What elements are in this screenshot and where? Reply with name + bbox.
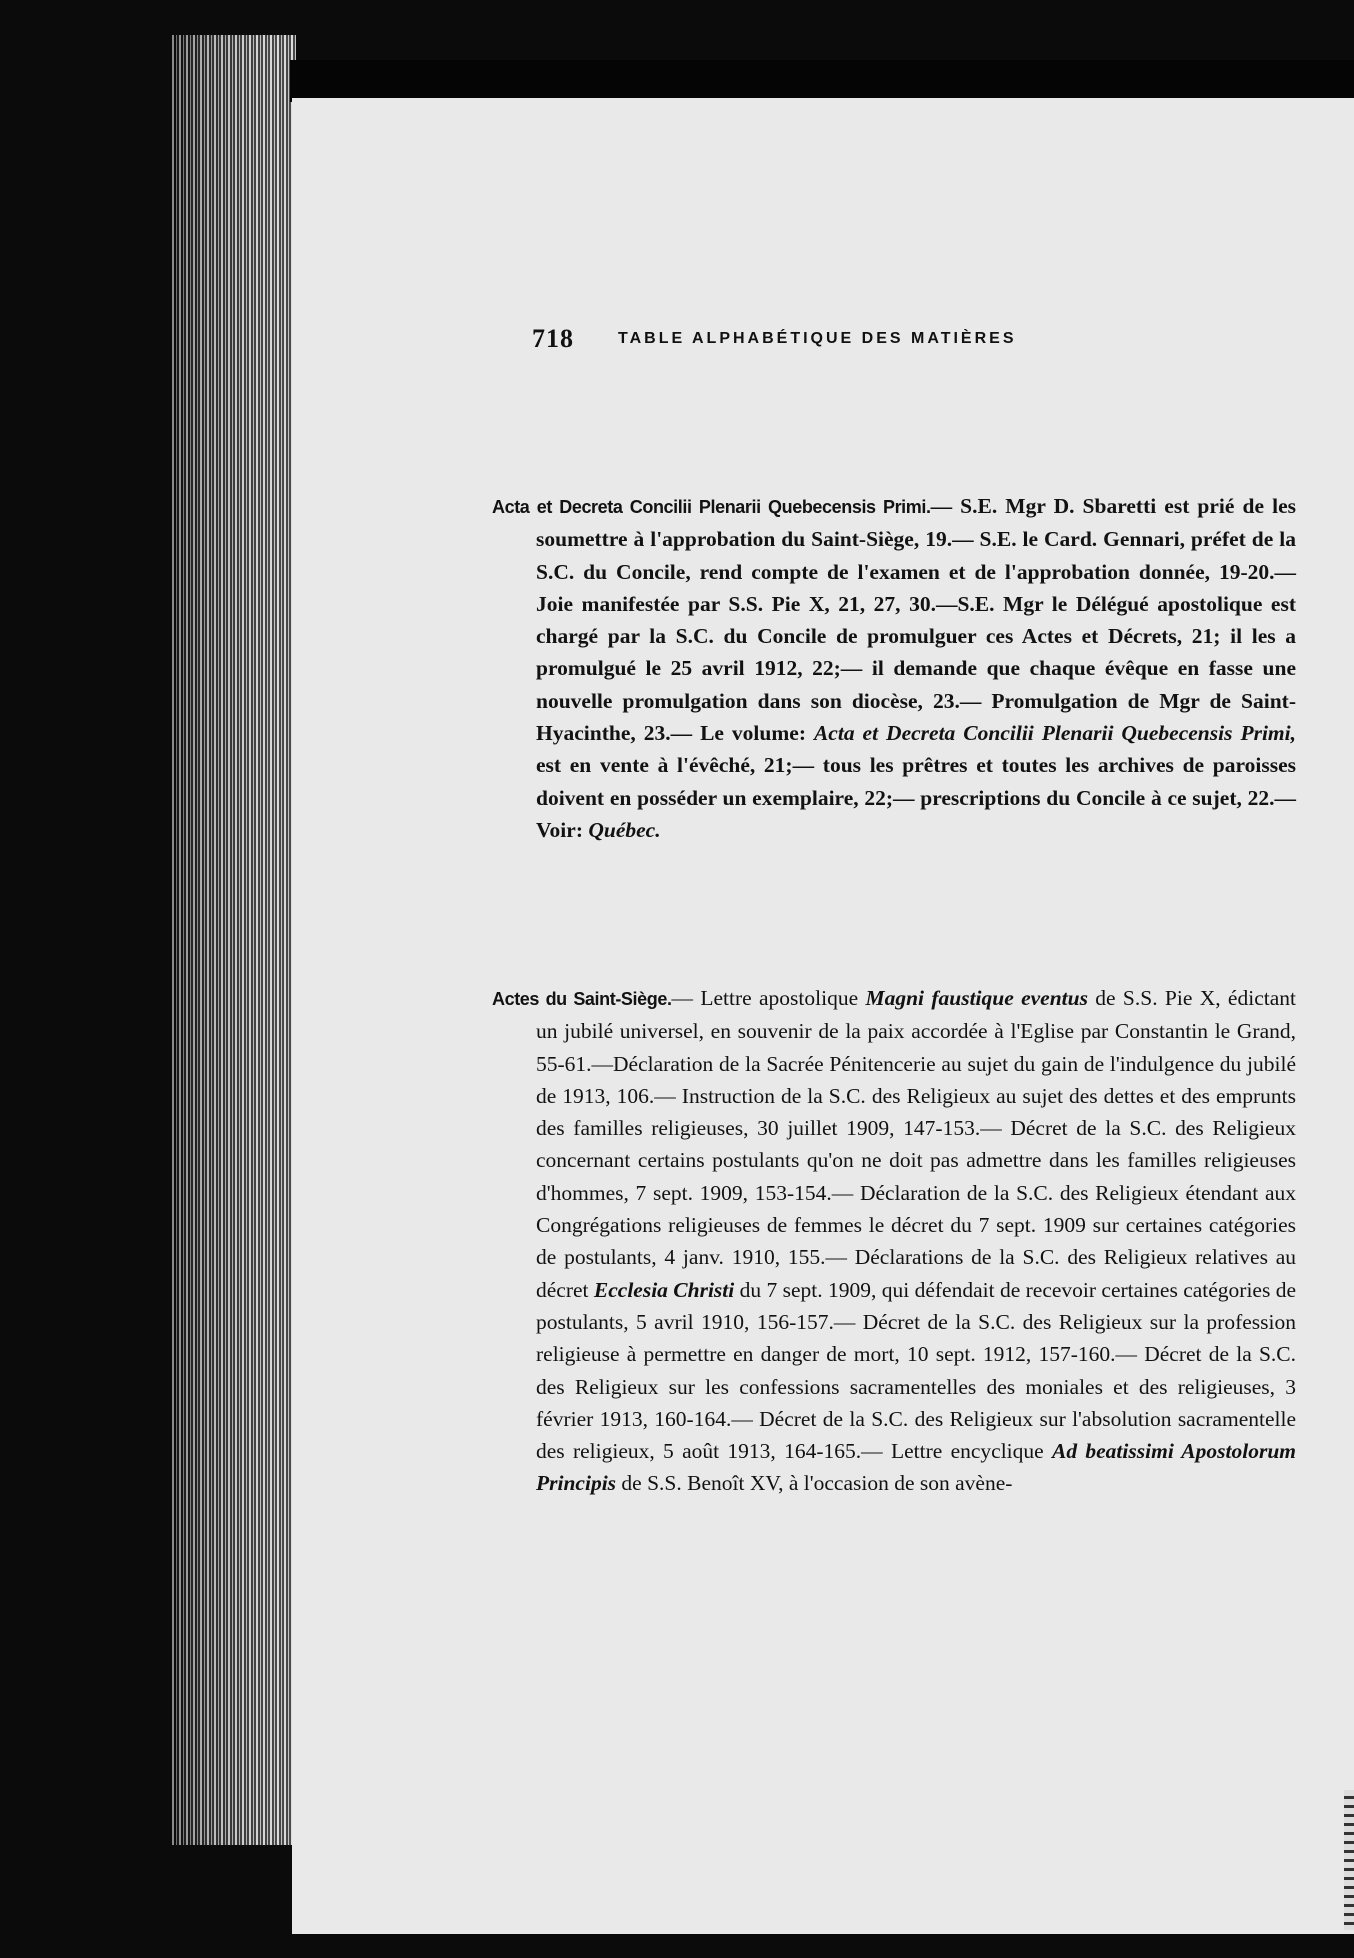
page-number: 718 — [532, 324, 574, 353]
book-page — [292, 98, 1354, 1934]
entry-italic-title: Ecclesia Christi — [593, 1277, 735, 1302]
page-edge-strip — [1344, 1790, 1354, 1930]
page-header — [532, 324, 1292, 360]
entry-text: du 7 sept. 1909, qui défendait de recevoir certaines catégories de postulants, 5 avril 1910, 156-157.— Décret de la S.C. des Religieux sur la profession religieuse à permettre en danger de mort, 10 sept. 1912, 157-160.— Décret de la S.C. des Religieux sur les confessions sacramentelles des moniales et des religieuses, 3 février 1913, 160-164.— Décret de la S.C. des Religieux sur l'absolution sacramentelle des religieux, 5 août 1913, 164-165.— Lettre encyclique — [536, 1277, 1297, 1464]
entry-headword: Actes du Saint-Siège. — [492, 989, 672, 1009]
running-title: TABLE ALPHABÉTIQUE DES MATIÈRES — [618, 330, 1017, 347]
entry-italic-title: Magni faustique eventus — [865, 986, 1088, 1010]
entry-cross-reference: Québec. — [588, 817, 661, 842]
index-entry — [492, 490, 1296, 846]
entry-text: — S.E. Mgr D. Sbaretti est prié de les soumettre à l'approbation du Saint-Siège, 19.— S.E. le Card. Gennari, préfet de la S.C. du Concile, rend compte de l'examen et de l'approbation donnée, 19-20.— Joie manifestée par S.S. Pie X, 21, 27, 30.—S.E. Mgr le Délégué apostolique est chargé par la S.C. du Concile de promulguer ces Actes et Décrets, 21; il les a promulgué le 25 avril 1912, 22;— il demande que chaque évêque en fasse une nouvelle promulgation dans son diocèse, 23.— Promulgation de Mgr de Saint-Hyacinthe, 23.— Le volume: — [536, 494, 1296, 746]
entry-text: — Lettre apostolique — [671, 986, 866, 1010]
entry-headword: Acta et Decreta Concilii Plenarii Quebecensis Primi. — [492, 497, 931, 517]
entry-italic-title: Acta et Decreta Concilii Plenarii Quebecensis Primi, — [813, 721, 1296, 746]
book-page-edges — [172, 35, 296, 1845]
binding-shadow — [290, 60, 1354, 102]
entry-italic-title: Ad beatissimi Apostolorum Principis — [536, 1439, 1296, 1496]
entry-text: de S.S. Benoît XV, à l'occasion de son avène- — [616, 1471, 1013, 1496]
entry-text: de S.S. Pie X, édictant un jubilé universel, en souvenir de la paix accordée à l'Eglise par Constantin le Grand, 55-61.—Déclaration de la Sacrée Pénitencerie au sujet du gain de l'indulgence du jubilé de 1913, 106.— Instruction de la S.C. des Religieux au sujet des dettes et des emprunts des familles religieuses, 30 juillet 1909, 147-153.— Décret de la S.C. des Religieux concernant certains postulants qu'on ne doit pas admettre dans les familles religieuses d'hommes, 7 sept. 1909, 153-154.— Déclaration de la S.C. des Religieux étendant aux Congrégations religieuses de femmes le décret du 7 sept. 1909 sur certaines catégories de postulants, 4 janv. 1910, 155.— Déclarations de la S.C. des Religieux relatives au décret — [536, 986, 1296, 1302]
entry-text: est en vente à l'évêché, 21;— tous les prêtres et toutes les archives de paroisses doivent en posséder un exemplaire, 22;— prescriptions du Concile à ce sujet, 22.— Voir: — [536, 753, 1296, 842]
index-entry — [492, 982, 1297, 1500]
